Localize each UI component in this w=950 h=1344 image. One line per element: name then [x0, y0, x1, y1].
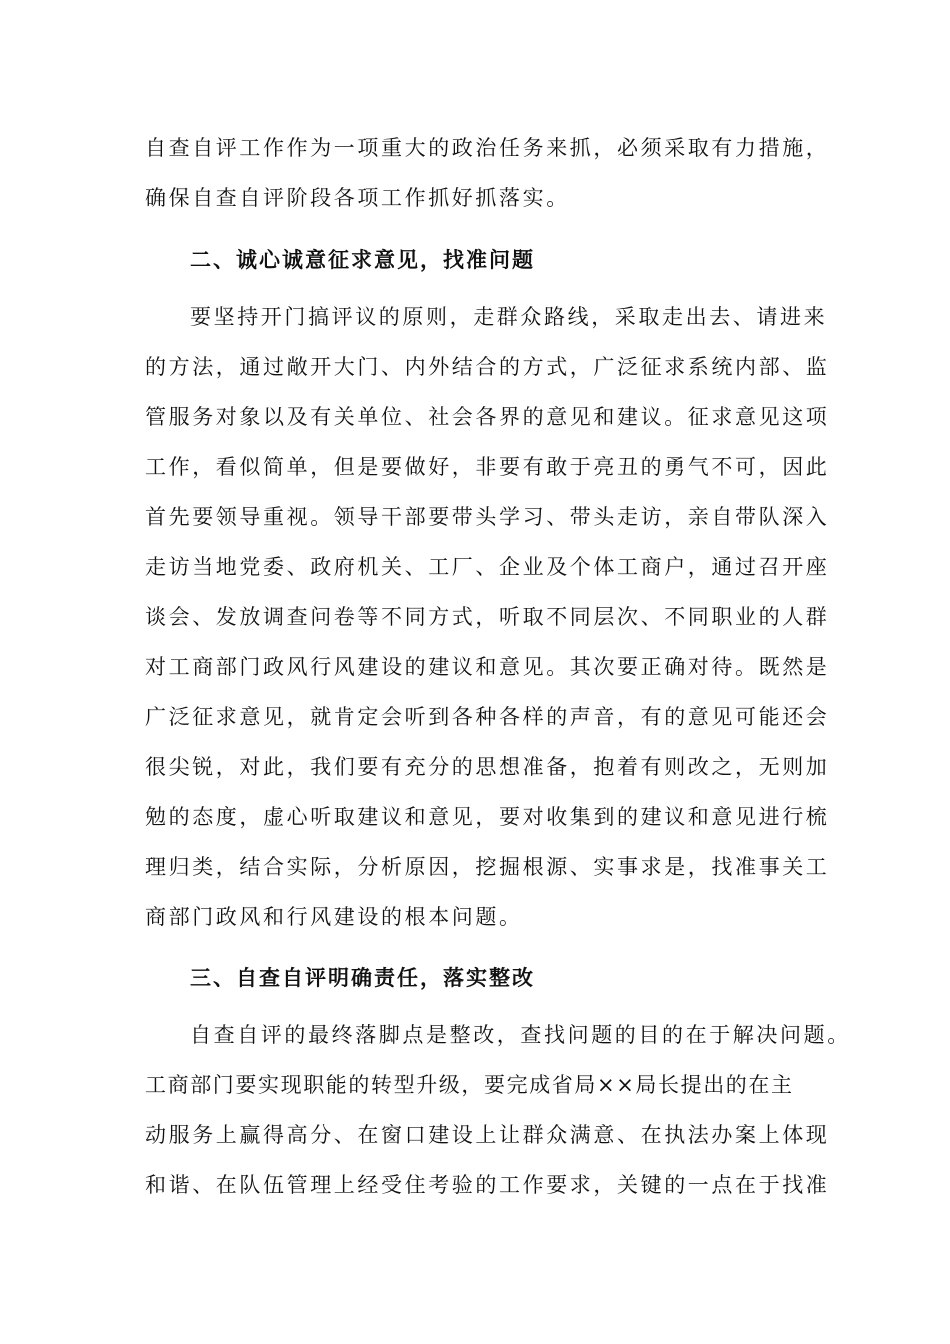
section-3-line-3: 动服务上赢得高分、在窗口建设上让群众满意、在执法办案上体现 [145, 1123, 830, 1147]
section-2-line-13: 商部门政风和行风建设的根本问题。 [145, 905, 523, 929]
section-2-line-10: 很尖锐，对此，我们要有充分的思想准备，抱着有则改之，无则加 [145, 755, 830, 779]
section-3-line-1: 自查自评的最终落脚点是整改，查找问题的目的在于解决问题。 [190, 1023, 851, 1047]
section-2-line-3: 管服务对象以及有关单位、社会各界的意见和建议。征求意见这项 [145, 405, 830, 429]
section-2-line-6: 走访当地党委、政府机关、工厂、企业及个体工商户，通过召开座 [145, 555, 830, 579]
section-2-line-9: 广泛征求意见，就肯定会听到各种各样的声音，有的意见可能还会 [145, 705, 830, 729]
section-2-line-11: 勉的态度，虚心听取建议和意见，要对收集到的建议和意见进行梳 [145, 805, 830, 829]
section-2-line-2: 的方法，通过敞开大门、内外结合的方式，广泛征求系统内部、监 [145, 355, 830, 379]
section-2-line-7: 谈会、发放调查问卷等不同方式，听取不同层次、不同职业的人群 [145, 605, 830, 629]
section-2-line-1: 要坚持开门搞评议的原则，走群众路线，采取走出去、请进来 [190, 305, 828, 329]
intro-line-1: 自查自评工作作为一项重大的政治任务来抓，必须采取有力措施， [145, 136, 830, 160]
section-2-line-8: 对工商部门政风行风建设的建议和意见。其次要正确对待。既然是 [145, 655, 830, 679]
section-3-line-2: 工商部门要实现职能的转型升级，要完成省局××局长提出的在主 [145, 1073, 794, 1097]
intro-line-2: 确保自查自评阶段各项工作抓好抓落实。 [145, 186, 570, 210]
section-2-line-4: 工作，看似简单，但是要做好，非要有敢于亮丑的勇气不可，因此 [145, 455, 830, 479]
section-3-heading: 三、自查自评明确责任，落实整改 [190, 965, 535, 990]
section-2-line-5: 首先要领导重视。领导干部要带头学习、带头走访，亲自带队深入 [145, 505, 830, 529]
section-2-heading: 二、诚心诚意征求意见，找准问题 [190, 247, 535, 272]
section-3-line-4: 和谐、在队伍管理上经受住考验的工作要求，关键的一点在于找准 [145, 1173, 830, 1197]
section-2-line-12: 理归类，结合实际，分析原因，挖掘根源、实事求是，找准事关工 [145, 855, 830, 879]
